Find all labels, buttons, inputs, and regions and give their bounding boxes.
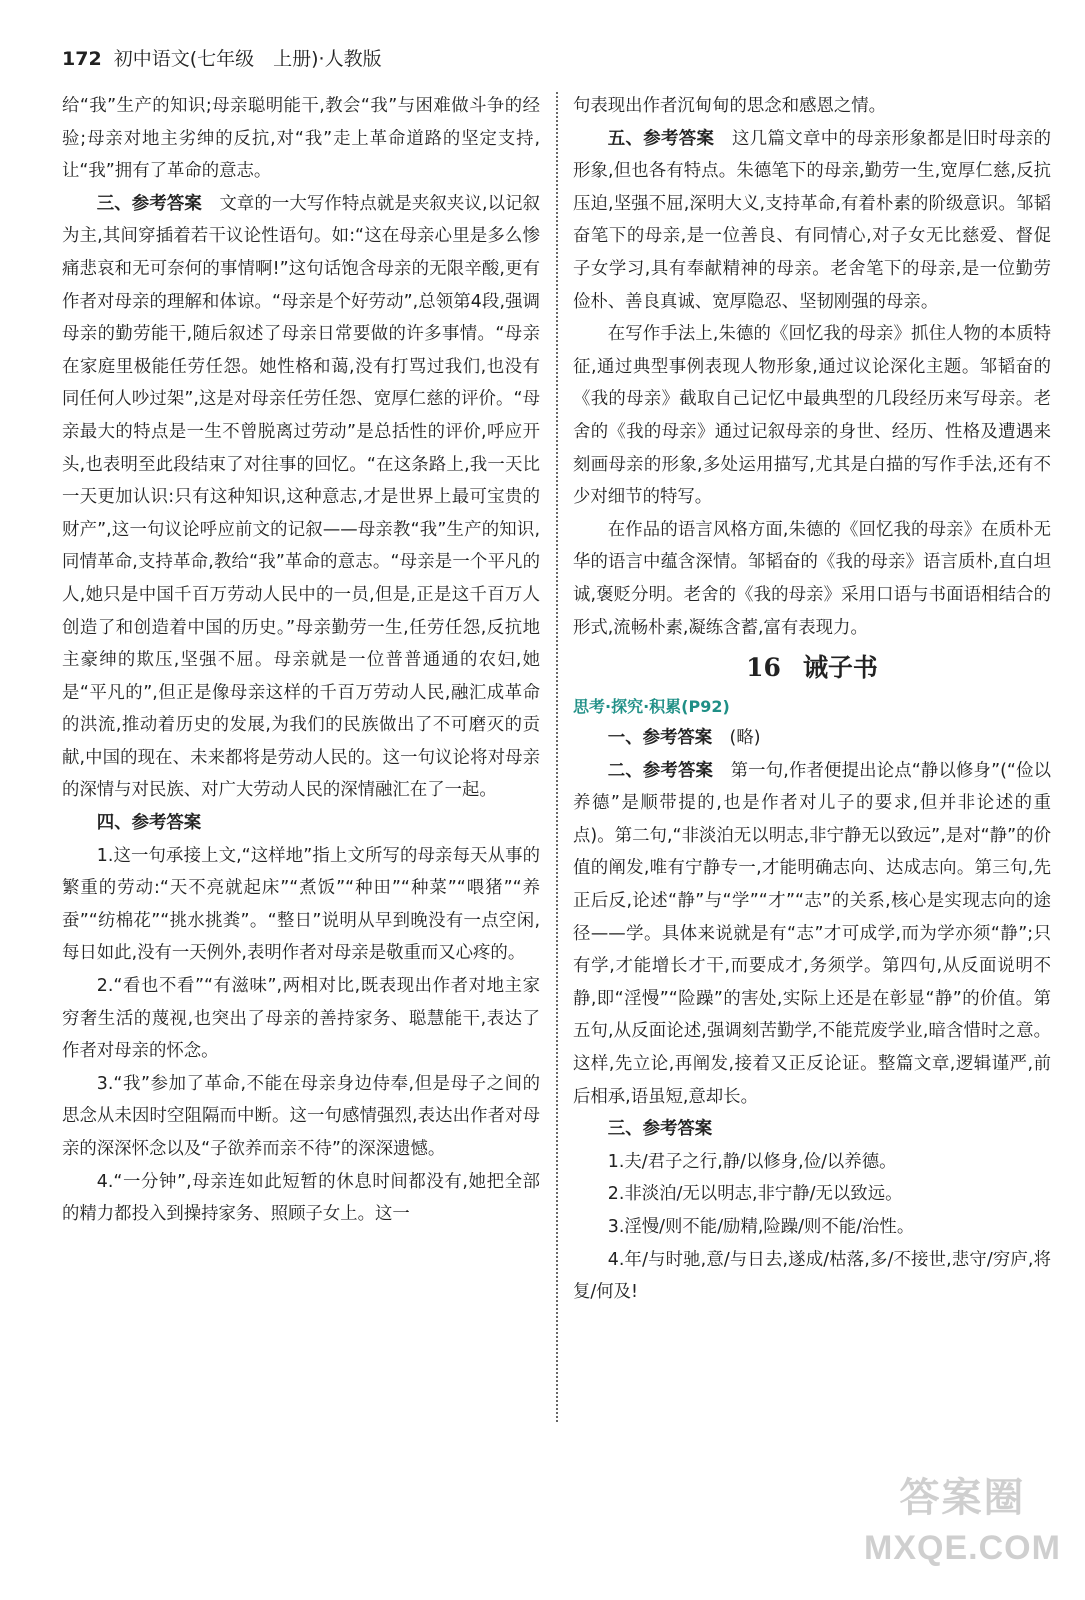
- watermark-text-bottom: MXQE.COM: [864, 1529, 1061, 1567]
- answer-4-label: 四、参考答案: [96, 813, 202, 834]
- page-number: 172: [62, 48, 102, 70]
- chapter-answer-3-item-1: 1.夫/君子之行,静/以修身,俭/以养德。: [607, 1151, 897, 1172]
- watermark-text-top: 答案圈: [899, 1474, 1026, 1521]
- answer-3: [62, 188, 540, 807]
- answer-4-item-3: 3.“我”参加了革命,不能在母亲身边侍奉,但是母子之间的思念从未因时空阻隔而中断。这一句感情强烈,表达出作者对母亲的深深怀念以及“子欲养而亲不待”的深深遗憾。: [62, 1073, 540, 1159]
- watermark-logo: [860, 1470, 1065, 1590]
- chapter-answer-1-label: 一、参考答案: [607, 728, 713, 749]
- answer-3-label: 三、参考答案: [96, 193, 202, 214]
- section-heading: 思考·探究·积累(P92): [573, 697, 730, 717]
- answer-4-item-1: 1.这一句承接上文,“这样地”指上文所写的母亲每天从事的繁重的劳动:“天不亮就起床”“煮饭”“种田”“种菜”“喂猪”“养蚕”“纺棉花”“挑水挑粪”。“整日”说明从早到晚没有一点空闲,每日如此,没有一天例外,表明作者对母亲是敬重而又心疼的。: [62, 845, 540, 964]
- right-column: [573, 90, 1051, 1309]
- answer-4-item-4: 4.“一分钟”,母亲连如此短暂的休息时间都没有,她把全部的精力都投入到操持家务、照顾子女上。这一: [62, 1171, 540, 1225]
- answer-5-text: 这几篇文章中的母亲形象都是旧时母亲的形象,但也各有特点。朱德笔下的母亲,勤劳一生,宽厚仁慈,反抗压迫,坚强不屈,深明大义,支持革命,有着朴素的阶级意识。邹韬奋笔下的母亲,是一位善良、有同情心,对子女无比慈爱、督促子女学习,具有奉献精神的母亲。老舍笔下的母亲,是一位勤劳俭朴、善良真诚、宽厚隐忍、坚韧刚强的母亲。: [573, 128, 1051, 312]
- book-title: 初中语文(七年级 上册)·人教版: [113, 48, 382, 70]
- chapter-answer-3-item-3: 3.淫慢/则不能/励精,险躁/则不能/治性。: [607, 1217, 915, 1237]
- chapter-answer-2-label: 二、参考答案: [607, 760, 714, 781]
- chapter-answer-2: [573, 755, 1051, 1114]
- chapter-answer-2-text: 第一句,作者便提出论点“静以修身”(“俭以养德”是顺带提的,也是作者对儿子的要求,但并非论述的重点)。第二句,“非淡泊无以明志,非宁静无以致远”,是对“静”的价值的阐发,唯有宁静专一,才能明确志向、达成志向。第三句,先正后反,论述“静”与“学”“才”“志”的关系,核心是实现志向的途径——学。具体来说就是有“志”才可成学,而为学亦须“静”;只有学,才能增长才干,而要成才,务须学。第四句,从反面说明不静,即“淫慢”“险躁”的害处,实际上还是在彰显“静”的价值。第五句,从反面论述,强调刻苦勤学,不能荒废学业,暗含惜时之意。这样,先立论,再阐发,接着又正反论证。整篇文章,逻辑谨严,前后相承,语虽短,意却长。: [573, 760, 1051, 1107]
- answer-5-label: 五、参考答案: [607, 128, 715, 149]
- column-divider: [556, 92, 558, 1422]
- chapter-answer-3-item-2: 2.非淡泊/无以明志,非宁静/无以致远。: [607, 1184, 903, 1205]
- chapter-answer-1: [573, 722, 1051, 755]
- page-header: [62, 44, 382, 71]
- paragraph-continuation-right: 句表现出作者沉甸甸的思念和感恩之情。: [573, 96, 887, 116]
- chapter-answer-1-text: (略): [712, 728, 761, 749]
- chapter-number: 16: [746, 653, 781, 683]
- answer-4-item-2: 2.“看也不看”“有滋味”,两相对比,既表现出作者对地主家穷奢生活的蔑视,也突出了母亲的善持家务、聪慧能干,表达了作者对母亲的怀念。: [62, 976, 540, 1062]
- answer-5-para-3: 在作品的语言风格方面,朱德的《回忆我的母亲》在质朴无华的语言中蕴含深情。邹韬奋的《我的母亲》语言质朴,直白坦诚,褒贬分明。老舍的《我的母亲》采用口语与书面语相结合的形式,流畅朴素,凝练含蓄,富有表现力。: [573, 519, 1051, 638]
- chapter-answer-3-item-4: 4.年/与时驰,意/与日去,遂成/枯落,多/不接世,悲守/穷庐,将复/何及!: [573, 1249, 1051, 1303]
- answer-5-para-2: 在写作手法上,朱德的《回忆我的母亲》抓住人物的本质特征,通过典型事例表现人物形象,通过议论深化主题。邹韬奋的《我的母亲》截取自己记忆中最典型的几段经历来写母亲。老舍的《我的母亲》通过记叙母亲的身世、经历、性格及遭遇来刻画母亲的形象,多处运用描写,尤其是白描的写作手法,还有不少对细节的特写。: [573, 324, 1051, 508]
- paragraph-continuation: 给“我”生产的知识;母亲聪明能干,教会“我”与困难做斗争的经验;母亲对地主劣绅的反抗,对“我”走上革命道路的坚定支持,让“我”拥有了革命的意志。: [62, 96, 540, 182]
- chapter-name: 诫子书: [802, 653, 878, 683]
- chapter-answer-3-label: 三、参考答案: [607, 1119, 713, 1140]
- answer-3-text: 文章的一大写作特点就是夹叙夹议,以记叙为主,其间穿插着若干议论性语句。如:“这在母亲心里是多么惨痛悲哀和无可奈何的事情啊!”这句话饱含母亲的无限辛酸,更有作者对母亲的理解和体谅。“母亲是个好劳动”,总领第4段,强调母亲的勤劳能干,随后叙述了母亲日常要做的许多事情。“母亲在家庭里极能任劳任怨。她性格和蔼,没有打骂过我们,也没有同任何人吵过架”,这是对母亲任劳任怨、宽厚仁慈的评价。“母亲最大的特点是一生不曾脱离过劳动”是总括性的评价,呼应开头,也表明至此段结束了对往事的回忆。“在这条路上,我一天比一天更加认识:只有这种知识,这种意志,才是世界上最可宝贵的财产”,这一句议论呼应前文的记叙——母亲教“我”生产的知识,同情革命,支持革命,教给“我”革命的意志。“母亲是一个平凡的人,她只是中国千百万劳动人民中的一员,但是,正是这千百万人创造了和创造着中国的历史。”母亲勤劳一生,任劳任怨,反抗地主豪绅的欺压,坚强不屈。母亲就是一位普普通通的农妇,她是“平凡的”,但正是像母亲这样的千百万劳动人民,融汇成革命的洪流,推动着历史的发展,为我们的民族做出了不可磨灭的贡献,中国的现在、未来都将是劳动人民的。这一句议论将对母亲的深情与对民族、对广大劳动人民的深情融汇在了一起。: [62, 193, 540, 801]
- answer-5: [573, 123, 1051, 319]
- left-column: [62, 90, 540, 1231]
- chapter-title: [573, 644, 1051, 692]
